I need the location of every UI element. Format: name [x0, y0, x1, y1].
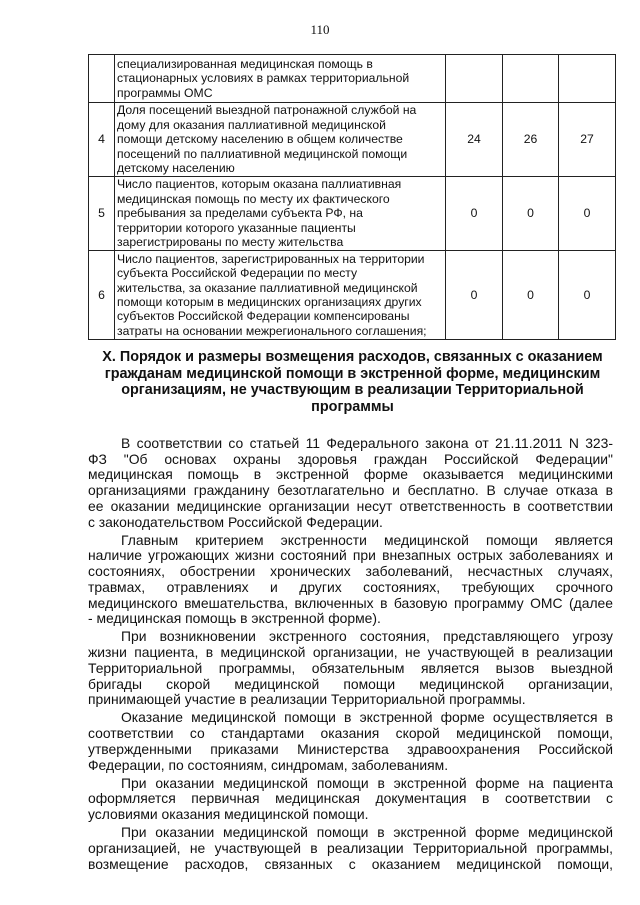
value-cell: 24: [446, 103, 503, 177]
paragraph: [88, 436, 613, 530]
indicator-name-line: субъектов Российской Федерации компенсированы: [117, 309, 410, 324]
table-row: [89, 55, 616, 103]
paragraph-line: При оказании медицинской помощи в экстренной форме медицинской: [121, 825, 613, 841]
indicator-name-line: медицинская помощь по месту их фактического: [117, 191, 390, 206]
indicators-table-body: [89, 55, 616, 340]
paragraph-line: При возникновении экстренного состояния, представляющего угрозу: [121, 629, 613, 645]
section-title: [100, 349, 605, 415]
section-title-line: X. Порядок и размеры возмещения расходов, связанных с оказанием: [102, 349, 603, 365]
table-row: [89, 103, 616, 177]
paragraph-line: В соответствии со статьей 11 Федерального закона от 21.11.2011 N 323-: [121, 436, 613, 451]
body-text: [88, 436, 613, 875]
value-cell: 26: [503, 103, 559, 177]
section-title-line: программы: [311, 398, 394, 415]
page-number: 110: [310, 22, 330, 37]
row-number: 6: [89, 251, 115, 340]
indicator-name: [115, 177, 446, 251]
row-number: 4: [89, 103, 115, 177]
paragraph-line: организациями гражданину безотлагательно и бесплатно. В случае отказа в: [88, 483, 613, 499]
paragraph-line: медицинского вмешательства, включенных в базовую программу ОМС (далее: [88, 595, 613, 611]
paragraph-line: наличие угрожающих жизни состояний при внезапных острых заболеваниях и: [88, 548, 613, 564]
value-cell: [559, 55, 616, 103]
paragraph-line: жизни пациента, в медицинской организации, не участвующей в реализации: [88, 645, 613, 661]
paragraph-line: принимающей участие в реализации Территориальной программы.: [88, 692, 526, 708]
indicator-name-line: посещений по паллиативной медицинской помощи: [117, 146, 408, 161]
paragraph-line: ее оказании медицинские организации несут ответственность в соответствии: [88, 498, 613, 514]
paragraph-line: состояниях, обострении хронических заболеваний, несчастных случаях,: [88, 564, 613, 580]
paragraph-line: - медицинская помощь в экстренной форме).: [88, 611, 381, 627]
paragraph-line: организацией, не участвующей в реализации Территориальной программы,: [88, 841, 613, 857]
paragraph-line: условиями оказания медицинской помощи.: [88, 807, 369, 823]
value-cell: 0: [559, 177, 616, 251]
value-cell: 0: [503, 251, 559, 340]
indicator-name-line: стационарных условиях в рамках территориальной: [117, 71, 410, 86]
paragraph: [88, 629, 613, 708]
indicator-name-line: программы ОМС: [117, 85, 213, 100]
value-cell: 27: [559, 103, 616, 177]
table-row: [89, 251, 616, 340]
paragraph-line: возмещение расходов, связанных с оказанием медицинской помощи,: [88, 856, 613, 872]
value-cell: [503, 55, 559, 103]
indicator-name-line: детскому населению: [117, 161, 235, 176]
indicator-name-line: территории которого указанные пациенты: [117, 220, 356, 235]
paragraph-line: Оказание медицинской помощи в экстренной форме осуществляется в: [121, 710, 613, 726]
indicator-name-line: Число пациентов, зарегистрированных на территории: [117, 251, 425, 266]
row-number: [89, 55, 115, 103]
value-cell: [446, 55, 503, 103]
paragraph: [88, 533, 613, 627]
indicators-table: [88, 54, 616, 340]
indicator-name-line: специализированная медицинская помощь в: [117, 56, 373, 71]
indicator-name-line: пребывания за пределами субъекта РФ, на: [117, 206, 363, 221]
paragraph-line: Территориальной программы, обязательным является вызов выездной: [88, 660, 613, 676]
indicator-name-line: затраты на основании межрегионального соглашения;: [117, 323, 427, 338]
paragraph-line: бригады скорой медицинской помощи медицинской организации,: [88, 676, 613, 692]
indicator-name-line: Доля посещений выездной патронажной службой на: [117, 103, 417, 118]
value-cell: 0: [503, 177, 559, 251]
paragraph: [88, 776, 613, 823]
indicator-name-line: субъекта Российской Федерации по месту: [117, 266, 358, 281]
indicator-name-line: дому для оказания паллиативной медицинской: [117, 117, 386, 132]
indicator-name-line: Число пациентов, которым оказана паллиативная: [117, 177, 402, 192]
value-cell: 0: [559, 251, 616, 340]
paragraph: [88, 710, 613, 773]
paragraph-line: травмах, отравлениях и других состояниях, требующих срочного: [88, 579, 613, 595]
paragraph-line: Главным критерием экстренности медицинской помощи является: [121, 532, 613, 548]
section-title-line: организациям, не участвующим в реализации Территориальной: [121, 382, 584, 398]
section-title-line: гражданам медицинской помощи в экстренной форме, медицинским: [104, 365, 601, 382]
paragraph-line: оформляется первичная медицинская документация в соответствии с: [88, 791, 613, 807]
indicator-name: [115, 103, 446, 177]
indicator-name: [115, 251, 446, 340]
paragraph: [88, 825, 613, 872]
indicator-name-line: жительства, за оказание паллиативной медицинской: [117, 280, 418, 295]
indicator-name: [115, 55, 446, 103]
paragraph-line: утвержденными приказами Министерства здравоохранения Российской: [88, 741, 613, 757]
table-row: [89, 177, 616, 251]
row-number: 5: [89, 177, 115, 251]
paragraph-line: соответствии со стандартами оказания скорой медицинской помощи,: [88, 726, 613, 742]
indicator-name-line: зарегистрированы по месту жительства: [117, 235, 344, 250]
paragraph-line: медицинская помощь в экстренной форме оказывается медицинскими: [88, 467, 613, 483]
value-cell: 0: [446, 251, 503, 340]
value-cell: 0: [446, 177, 503, 251]
paragraph-line: При оказании медицинской помощи в экстренной форме на пациента: [121, 775, 613, 791]
paragraph-line: Федерации, по состояниям, синдромам, заболеваниям.: [88, 757, 449, 773]
paragraph-line: с законодательством Российской Федерации.: [88, 514, 383, 530]
indicator-name-line: помощи детскому населению в общем количестве: [117, 132, 403, 147]
indicator-name-line: помощи которым в медицинских организациях других: [117, 295, 422, 309]
paragraph-line: ФЗ "Об основах охраны здоровья граждан Российской Федерации": [88, 451, 613, 467]
